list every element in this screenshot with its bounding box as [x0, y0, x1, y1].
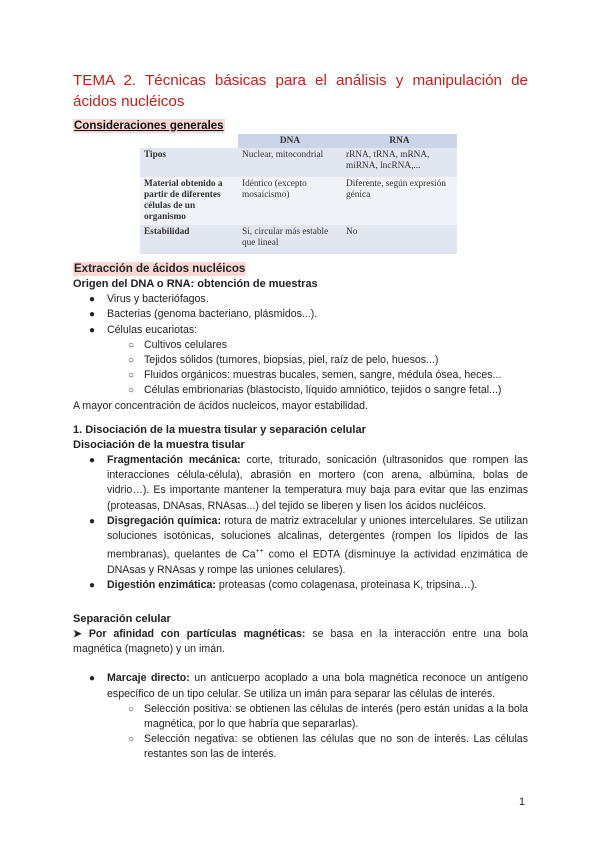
- chemical-text-a: rotura de matriz extracelular y uniones intercelulares. Se utilizan soluciones isotónicas, soluciones alcalinas, detergentes (rompen los lípidos de las membranas), quelantes de Ca: [107, 514, 528, 561]
- bullet-icon: ●: [89, 324, 96, 336]
- sub-list-item: [73, 732, 528, 762]
- chemical-text-b: como el EDTA (disminuye la actividad enzimática de DNAsas y RNAsas y rompe las uniones celulares).: [107, 548, 528, 576]
- chemical-label: Disgregación química:: [107, 514, 221, 527]
- table-row: [140, 225, 457, 254]
- table-row: [140, 177, 457, 225]
- page-title: TEMA 2. Técnicas básicas para el análisis y manipulación de ácidos nucléicos: [73, 72, 528, 110]
- list-item: [73, 453, 528, 514]
- separation-section: [73, 612, 528, 763]
- sub-list-item: [73, 383, 528, 398]
- dissociation-section: [73, 423, 528, 593]
- table-row-label: Tipos: [140, 148, 238, 177]
- enzymatic-text: proteasas (como colagenasa, proteinasa K, tripsina…).: [218, 579, 478, 592]
- extraction-note: A mayor concentración de ácidos nucleicos, mayor estabilidad.: [73, 399, 369, 412]
- direct-text: un anticuerpo acoplado a una bola magnética reconoce un antígeno específico de un tipo celular. Se utiliza un imán para separar las células de interés.: [107, 672, 528, 700]
- list-item: [73, 323, 528, 338]
- bullet-icon: ●: [89, 673, 96, 685]
- bullet-icon: ●: [89, 580, 96, 592]
- bullet-icon: ●: [89, 455, 96, 466]
- section-heading-considerations: Consideraciones generales: [74, 120, 224, 132]
- sub-list-item-text: Selección positiva: se obtienen las células de interés (pero están unidas a la bola magnética, por lo que habría que separarlas).: [144, 702, 528, 731]
- table-header-dna: DNA: [238, 134, 342, 148]
- mechanical-text: corte, triturado, sonicación (ultrasonidos que rompen las interacciones célula-célula), abrasión en mortero (con arena, albúmina, bolas de vidrio…). Es importante mantener la temperatura muy baja para evitar que las enzimas (proteasas, DNAsas, RNAsas...) del tejido se liberen y lisen los ácidos nucléicos.: [107, 454, 528, 512]
- comparison-table: [140, 134, 457, 254]
- list-item-text: Células eucariotas:: [107, 323, 198, 336]
- mechanical-label: Fragmentación mecánica:: [107, 454, 241, 466]
- table-header-empty: [140, 134, 238, 148]
- list-item: [73, 578, 528, 593]
- table-row-label: Estabilidad: [140, 225, 238, 254]
- extraction-subheading: Origen del DNA o RNA: obtención de muestras: [73, 278, 318, 291]
- bullet-icon: ●: [89, 294, 96, 306]
- list-item-text: Bacterias (genoma bacteriano, plásmidos...).: [107, 308, 318, 321]
- list-item: [73, 307, 528, 322]
- list-item-text: Virus y bacteriófagos.: [107, 293, 209, 306]
- sub-list-item-text: Tejidos sólidos (tumores, biopsias, piel, raíz de pelo, huesos...): [144, 354, 439, 367]
- dissociation-heading: 1. Disociación de la muestra tisular y separación celular: [73, 424, 366, 436]
- table-cell-dna: Nuclear, mitocondrial: [238, 148, 342, 177]
- magnetic-label: Por afinidad con partículas magnéticas:: [88, 628, 306, 640]
- table-header-row: [140, 134, 457, 148]
- direct-label: Marcaje directo:: [107, 672, 190, 685]
- circle-bullet-icon: ○: [128, 734, 135, 746]
- bullet-icon: ●: [89, 309, 96, 321]
- list-item: [73, 292, 528, 307]
- table-header-rna: RNA: [342, 134, 457, 148]
- table-cell-dna: Idéntico (excepto mosaicismo): [238, 177, 342, 225]
- bullet-icon: ●: [89, 515, 96, 527]
- circle-bullet-icon: ○: [128, 339, 135, 351]
- list-item: [73, 671, 528, 701]
- sub-list-item-text: Células embrionarias (blastocisto, líquido amniótico, tejidos o sangre fetal...): [144, 384, 502, 397]
- sub-list-item-text: Fluidos orgánicos: muestras bucales, semen, sangre, médula ósea, heces...: [144, 369, 502, 382]
- chemical-superscript: ++: [255, 548, 264, 556]
- page-number: 1: [519, 796, 525, 808]
- table-cell-rna: rRNA, tRNA, mRNA, miRNA, lncRNA,...: [342, 148, 457, 177]
- sub-list-item-text: Cultivos celulares: [144, 338, 228, 351]
- sub-list-item: [73, 338, 528, 353]
- dissociation-subheading: Disociación de la muestra tisular: [73, 439, 245, 451]
- enzymatic-label: Digestión enzimática:: [107, 579, 216, 592]
- table-cell-rna: Diferente, según expresión génica: [342, 177, 457, 225]
- circle-bullet-icon: ○: [128, 370, 135, 382]
- sub-list-item: [73, 368, 528, 383]
- circle-bullet-icon: ○: [128, 385, 135, 397]
- magnetic-paragraph: [73, 627, 528, 657]
- table-cell-rna: No: [342, 225, 457, 254]
- table-row-label: Material obtenido a partir de diferentes células de un organismo: [140, 177, 238, 225]
- sub-list-item-text: Selección negativa: se obtienen las células que no son de interés. Las células restantes son las de interés.: [144, 733, 528, 761]
- circle-bullet-icon: ○: [128, 355, 135, 367]
- separation-heading: Separación celular: [73, 613, 171, 625]
- table-row: [140, 148, 457, 177]
- section-heading-extraction: Extracción de ácidos nucléicos: [74, 263, 246, 275]
- arrow-icon: ➤: [73, 628, 82, 640]
- circle-bullet-icon: ○: [128, 703, 135, 715]
- table-cell-dna: Sí, circular más estable que lineal: [238, 225, 342, 254]
- extraction-section: [73, 262, 528, 414]
- sub-list-item: [73, 353, 528, 368]
- list-item: [73, 514, 528, 578]
- magnetic-text: se basa en la interacción entre una bola magnética (magneto) y un imán.: [73, 628, 529, 656]
- sub-list-item: [73, 702, 528, 732]
